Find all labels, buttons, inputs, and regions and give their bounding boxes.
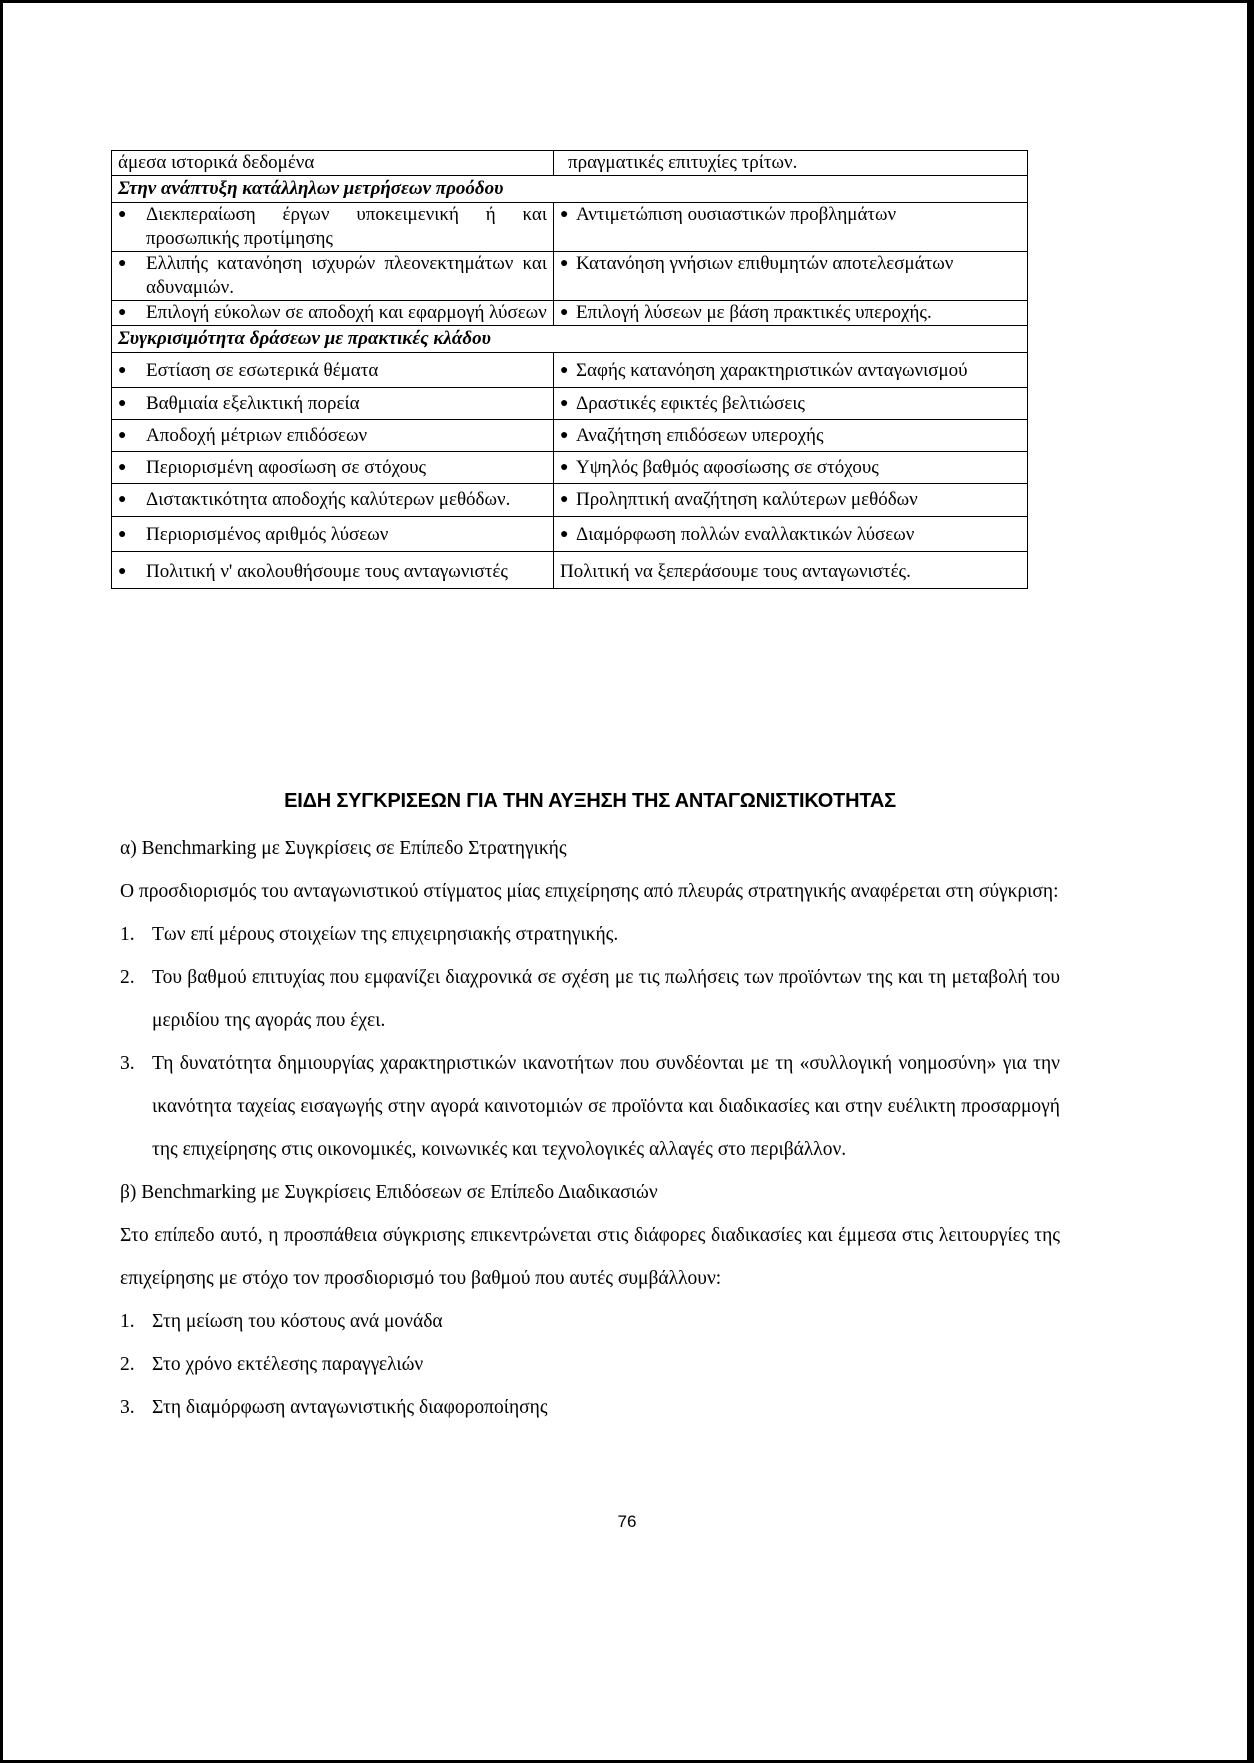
- bullet-icon: ●: [118, 363, 127, 378]
- paragraph-b: Στο επίπεδο αυτό, η προσπάθεια σύγκρισης επικεντρώνεται στις διάφορες διαδικασίες και έμμεσα στις λειτουργίες της επιχείρησης με στόχο τον προσδιορισμό του βαθμού που αυτές συμβάλλουν:: [120, 1225, 1060, 1289]
- table-cell: ● Αποδοχή μέτριων επιδόσεων: [112, 420, 554, 452]
- subheading-b: β) Benchmarking με Συγκρίσεις Επιδόσεων σε Επίπεδο Διαδικασιών: [120, 1182, 658, 1203]
- table-cell: ● Διεκπεραίωση έργων υποκειμενική ή και προσωπικής προτίμησης: [112, 203, 554, 252]
- list-item: 2. Του βαθμού επιτυχίας που εμφανίζει διαχρονικά σε σχέση με τις πωλήσεις των προϊόντων της και τη μεταβολή του μεριδίου της αγοράς που έχει.: [120, 967, 1060, 1031]
- bullet-icon: ●: [118, 256, 127, 271]
- table-cell: ● Προληπτική αναζήτηση καλύτερων μεθόδων: [554, 484, 1028, 517]
- table-cell: ● Ελλιπής κατανόηση ισχυρών πλεονεκτημάτων και αδυναμιών.: [112, 252, 554, 301]
- table-row: [112, 452, 1028, 484]
- table-cell: ● Διστακτικότητα αποδοχής καλύτερων μεθόδων.: [112, 484, 554, 517]
- subheading-a: α) Benchmarking με Συγκρίσεις σε Επίπεδο Στρατηγικής: [120, 838, 567, 859]
- list-item: 1. Των επί μέρους στοιχείων της επιχειρησιακής στρατηγικής.: [120, 924, 619, 945]
- list-item: 3. Στη διαμόρφωση ανταγωνιστικής διαφοροποίησης: [120, 1397, 548, 1418]
- bullet-icon: ●: [118, 396, 127, 411]
- bullet-icon: ●: [560, 428, 569, 443]
- page-number: 76: [617, 1512, 637, 1531]
- list-b: [120, 1300, 1060, 1429]
- table-row: [112, 151, 1028, 176]
- bullet-icon: ●: [560, 460, 569, 475]
- table-cell: άμεσα ιστορικά δεδομένα: [112, 151, 554, 176]
- bullet-icon: ●: [560, 207, 569, 222]
- table-section-title: Συγκρισιμότητα δράσεων με πρακτικές κλάδου: [112, 326, 1028, 353]
- table-cell: ● Αντιμετώπιση ουσιαστικών προβλημάτων: [554, 203, 1028, 252]
- bullet-icon: ●: [118, 492, 127, 507]
- bullet-icon: ●: [118, 564, 127, 579]
- table-cell: Πολιτική να ξεπεράσουμε τους ανταγωνιστές.: [554, 552, 1028, 589]
- comparison-table: [111, 150, 1028, 589]
- bullet-icon: ●: [560, 305, 569, 320]
- table-row: [112, 388, 1028, 420]
- table-cell: ● Δραστικές εφικτές βελτιώσεις: [554, 388, 1028, 420]
- table-cell: ● Διαμόρφωση πολλών εναλλακτικών λύσεων: [554, 517, 1028, 552]
- table-cell: ● Αναζήτηση επιδόσεων υπεροχής: [554, 420, 1028, 452]
- table-row: [112, 203, 1028, 252]
- table-cell: ● Βαθμιαία εξελικτική πορεία: [112, 388, 554, 420]
- list-a: [120, 913, 1060, 1171]
- bullet-icon: ●: [118, 527, 127, 542]
- bullet-icon: ●: [560, 396, 569, 411]
- table-row: [112, 252, 1028, 301]
- table-cell: πραγματικές επιτυχίες τρίτων.: [554, 151, 1028, 176]
- table-cell: ● Υψηλός βαθμός αφοσίωσης σε στόχους: [554, 452, 1028, 484]
- section-heading: ΕΙΔΗ ΣΥΓΚΡΙΣΕΩΝ ΓΙΑ ΤΗΝ ΑΥΞΗΣΗ ΤΗΣ ΑΝΤΑΓΩΝΙΣΤΙΚΟΤΗΤΑΣ: [284, 790, 896, 812]
- table-cell: ● Επιλογή εύκολων σε αποδοχή και εφαρμογή λύσεων: [112, 301, 554, 326]
- table-cell: ● Επιλογή λύσεων με βάση πρακτικές υπεροχής.: [554, 301, 1028, 326]
- bullet-icon: ●: [118, 428, 127, 443]
- table-cell: ● Περιορισμένη αφοσίωση σε στόχους: [112, 452, 554, 484]
- table-section-title: Στην ανάπτυξη κατάλληλων μετρήσεων προόδου: [112, 176, 1028, 203]
- bullet-icon: ●: [118, 460, 127, 475]
- bullet-icon: ●: [118, 207, 127, 222]
- body-text: [120, 790, 1060, 1429]
- list-item: 3. Τη δυνατότητα δημιουργίας χαρακτηριστικών ικανοτήτων που συνδέονται με τη «συλλογική νοημοσύνη» για την ικανότητα ταχείας εισαγωγής στην αγορά καινοτομιών σε προϊόντα και διαδικασίες και στην ευέλικτη προσαρμογή της επιχείρησης στις οικονομικές, κοινωνικές και τεχνολογικές αλλαγές στο περιβάλλον.: [120, 1053, 1060, 1160]
- table-section-header: [112, 326, 1028, 353]
- bullet-icon: ●: [560, 492, 569, 507]
- paragraph-a: Ο προσδιορισμός του ανταγωνιστικού στίγματος μίας επιχείρησης από πλευράς στρατηγικής αναφέρεται στη σύγκριση:: [120, 881, 1059, 902]
- bullet-icon: ●: [118, 305, 127, 320]
- bullet-icon: ●: [560, 256, 569, 271]
- table-row: [112, 484, 1028, 517]
- table-row: [112, 301, 1028, 326]
- table-row: [112, 517, 1028, 552]
- table-cell: ● Σαφής κατανόηση χαρακτηριστικών ανταγωνισμού: [554, 353, 1028, 388]
- bullet-icon: ●: [560, 363, 569, 378]
- table-cell: ● Περιορισμένος αριθμός λύσεων: [112, 517, 554, 552]
- bullet-icon: ●: [560, 527, 569, 542]
- table-row: [112, 353, 1028, 388]
- table-cell: ● Εστίαση σε εσωτερικά θέματα: [112, 353, 554, 388]
- table-row: [112, 420, 1028, 452]
- table-row: [112, 552, 1028, 589]
- table-section-header: [112, 176, 1028, 203]
- table-cell: ● Πολιτική ν' ακολουθήσουμε τους ανταγωνιστές: [112, 552, 554, 589]
- list-item: 1. Στη μείωση του κόστους ανά μονάδα: [120, 1311, 443, 1332]
- list-item: 2. Στο χρόνο εκτέλεσης παραγγελιών: [120, 1354, 424, 1375]
- table-cell: ● Κατανόηση γνήσιων επιθυμητών αποτελεσμάτων: [554, 252, 1028, 301]
